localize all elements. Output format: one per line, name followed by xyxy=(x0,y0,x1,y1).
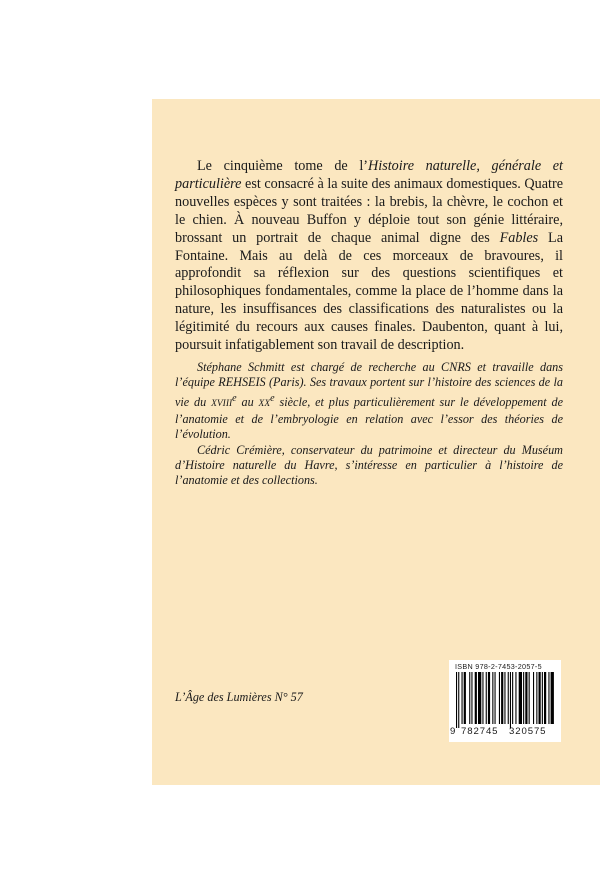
barcode-bar xyxy=(504,672,505,724)
bio-cremiere: Cédric Crémière, conservateur du patrimoine et directeur du Muséum d’Histoire naturelle du Havre, s’intéresse en particulier à l’histoire de l’anatomie et des collections. xyxy=(175,442,563,488)
author-bios xyxy=(175,360,563,488)
barcode-bar xyxy=(492,672,493,724)
barcode-bar xyxy=(464,672,466,724)
barcode-bar xyxy=(499,672,500,724)
series-label: L’Âge des Lumières N° 57 xyxy=(175,690,303,704)
barcode-bar xyxy=(478,672,481,724)
barcode-bar xyxy=(510,672,511,728)
barcode-bar xyxy=(501,672,503,724)
barcode-bar xyxy=(544,672,546,724)
barcode-bar xyxy=(462,672,463,724)
barcode-bar xyxy=(508,672,509,724)
barcode-bar xyxy=(475,672,477,724)
century-18-sup: e xyxy=(232,392,237,404)
barcode-bar xyxy=(469,672,470,724)
barcode-bar xyxy=(512,672,513,724)
barcode-digits-left: 782745 xyxy=(461,726,499,737)
barcode-bar xyxy=(539,672,541,724)
barcode-bar xyxy=(515,672,516,724)
description-text-2: est consacré à la suite des animaux domestiques. Quatre nouvelles espèces y sont traitées : la brebis, la chèvre, le cochon et le chien. À nouveau Buffon y déploie tout son génie littéraire, brossant un portrait de chaque animal digne des xyxy=(175,175,563,246)
barcode-bar xyxy=(523,672,524,724)
barcode-digit-first: 9 xyxy=(450,726,457,737)
description-title: Histoire naturelle, générale et particulière xyxy=(175,158,564,192)
bio-schmitt-text-b: siècle, et plus particulièrement sur le développement de l’anatomie et de l’embryologie en relation avec l’essor des théories de l’évolution. xyxy=(175,394,563,442)
barcode-bar xyxy=(551,672,554,724)
description-text-3: La Fontaine. Mais au delà de ces morceaux de bravoures, il approfondit sa réflexion sur des questions scientifiques et philosophiques fondamentales, comme la place de l’homme dans la nature, les insuffisances des classifications des naturalistes ou la légitimité du recours aux causes finales. Daubenton, quant à lui, poursuit infatigablement son travail de description. xyxy=(175,229,563,354)
century-18: XVIII xyxy=(211,398,233,409)
bio-schmitt xyxy=(175,360,563,443)
isbn-barcode xyxy=(449,660,561,742)
century-20-sup: e xyxy=(270,392,275,404)
book-description xyxy=(175,158,563,355)
barcode-bar xyxy=(542,672,543,724)
barcode-bar xyxy=(471,672,472,724)
barcode-bar xyxy=(486,672,487,724)
barcode-bar xyxy=(519,672,522,724)
bio-schmitt-text-mid: au xyxy=(236,394,259,409)
barcode-bar xyxy=(548,672,549,724)
description-text-1: Le cinquième tome de l’ xyxy=(197,158,369,174)
barcode-bar xyxy=(495,672,496,724)
barcode-bar xyxy=(529,672,530,724)
barcode-bars xyxy=(456,672,556,728)
century-20: XX xyxy=(258,398,271,409)
barcode-digits-right: 320575 xyxy=(509,726,547,737)
isbn-label: ISBN 978-2-7453-2057-5 xyxy=(455,662,542,671)
barcode-bar xyxy=(458,672,459,728)
bio-schmitt-text-a: Stéphane Schmitt est chargé de recherche au CNRS et travaille dans l’équipe REHSEIS (Paris). Ses travaux portent sur l’histoire des sciences de la vie du xyxy=(175,360,563,409)
barcode-bar xyxy=(536,672,537,724)
barcode-bar xyxy=(533,672,534,724)
barcode-bar xyxy=(482,672,483,724)
barcode-bar xyxy=(525,672,527,724)
description-fables: Fables xyxy=(499,229,539,246)
barcode-bar xyxy=(488,672,490,724)
barcode-bar xyxy=(456,672,457,728)
